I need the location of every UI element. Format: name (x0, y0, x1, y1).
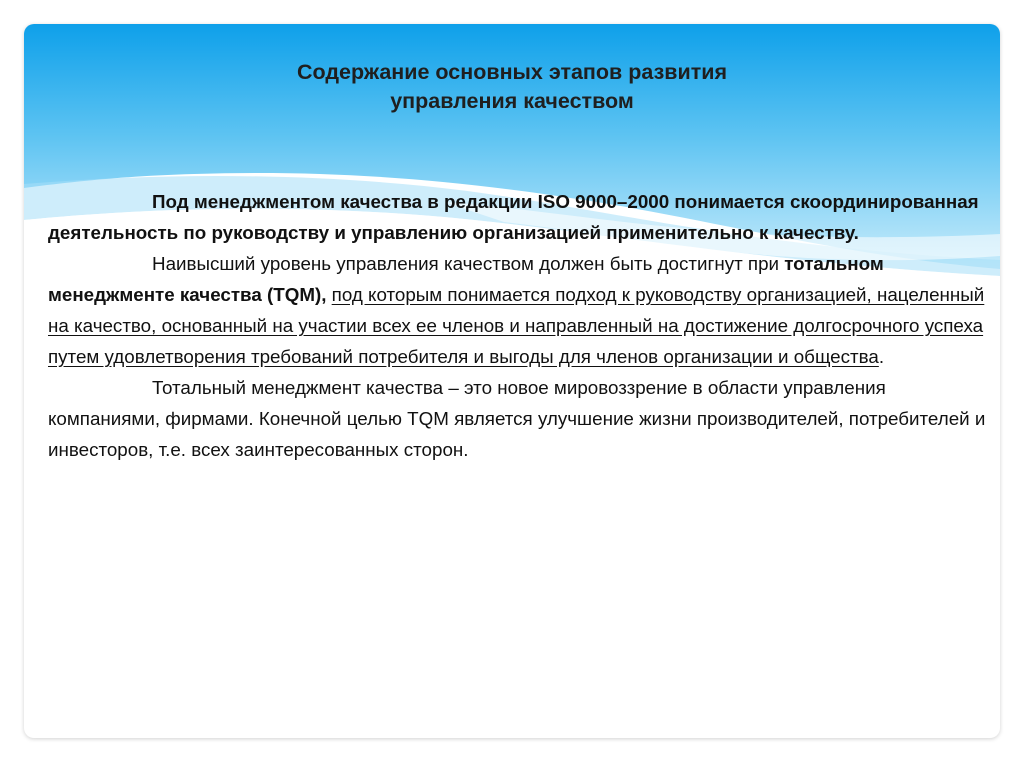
paragraph-2-intro: Наивысший уровень управления качеством должен быть достигнут при (152, 253, 785, 274)
paragraph-2-definition: под которым понимается подход к руководству организацией, нацеленный на качество, основанный на участии всех ее членов и направленный на достижение долгосрочного успеха путем удовлетворения требований потребителя и выгоды для членов организации и общества (48, 284, 985, 367)
title-line-1: Содержание основных этапов развития (297, 60, 727, 84)
paragraph-2-bold-term: тотальном менеджменте качества (TQM), (48, 253, 884, 305)
paragraph-2-end: . (878, 346, 885, 367)
paragraph-3-text: Тотальный менеджмент качества – это новое мировоззрение в области управления компаниями, фирмами. Конечной целью TQM является улучшение жизни производителей, потребителей и инвесторов, т.е. всех заинтересованных сторон. (48, 377, 986, 460)
paragraph-3 (48, 372, 998, 465)
slide-title (24, 58, 1000, 116)
title-line-2: управления качеством (390, 89, 634, 113)
slide-card (24, 24, 1000, 738)
paragraph-1-text: Под менеджментом качества в редакции ISO 9000–2000 понимается скоординированная деятельность по руководству и управлению организацией применительно к качеству. (48, 191, 979, 243)
slide-body (48, 186, 998, 465)
paragraph-2 (48, 248, 998, 372)
paragraph-1 (48, 186, 998, 248)
